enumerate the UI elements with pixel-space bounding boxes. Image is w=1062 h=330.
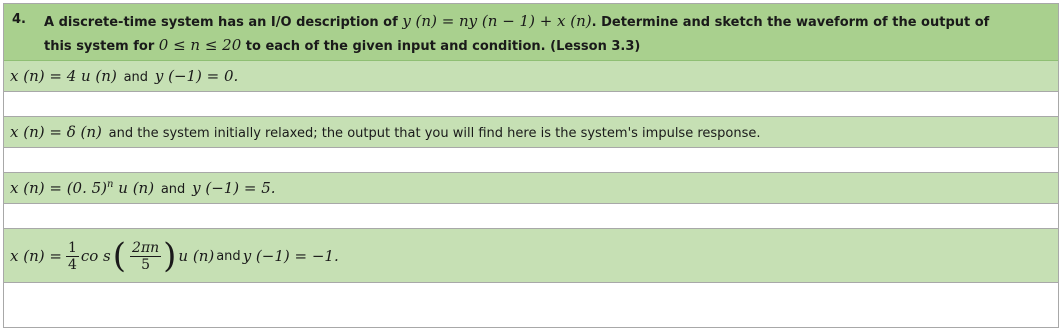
statement-suffix: . Determine and sketch the waveform of the output of: [591, 15, 990, 30]
connector-text: and: [216, 248, 241, 264]
range-prefix: this system for: [44, 39, 159, 54]
problem-statement-line1: [44, 12, 989, 30]
initial-condition: y (−1) = 5.: [192, 179, 276, 197]
input-signal: x (n) = (0. 5): [10, 179, 108, 197]
condition-row-2: [4, 117, 1058, 148]
range-suffix: to each of the given input and condition. (Lesson 3.3): [241, 39, 641, 54]
condition-row-3: [4, 173, 1058, 204]
condition-row-4: [4, 229, 1058, 283]
right-paren: ): [163, 236, 177, 276]
left-paren: (: [112, 236, 127, 276]
problem-table: [3, 3, 1059, 328]
argument-fraction: [130, 240, 161, 273]
connector-text: and: [123, 70, 149, 85]
input-signal: x (n) = 4 u (n): [10, 67, 117, 85]
answer-row-2[interactable]: [4, 148, 1058, 173]
scale-fraction: [66, 240, 79, 273]
input-tail: u (n): [178, 247, 215, 265]
answer-row-1[interactable]: [4, 92, 1058, 117]
initial-condition: y (−1) = −1.: [242, 247, 339, 265]
statement-prefix: A discrete-time system has an I/O description of: [44, 15, 403, 30]
connector-text: and: [160, 182, 186, 197]
input-exponent: n: [107, 179, 114, 190]
initial-condition: y (−1) = 0.: [154, 67, 239, 85]
condition-text: and the system initially relaxed; the output that you will find here is the system's impulse response.: [108, 126, 761, 141]
fraction-denominator: 4: [67, 256, 77, 273]
input-lhs: x (n) =: [10, 247, 62, 265]
problem-number: 4.: [12, 12, 26, 27]
system-equation: y (n) = ny (n − 1) + x (n): [402, 12, 592, 30]
cosine-function: co s: [80, 247, 111, 265]
fraction-numerator: 1: [67, 239, 77, 256]
argument-denominator: 5: [141, 256, 151, 273]
answer-row-3[interactable]: [4, 204, 1058, 229]
answer-row-4[interactable]: [4, 283, 1058, 306]
problem-statement-line2: [44, 36, 640, 54]
argument-numerator: 2πn: [132, 239, 160, 256]
input-tail: u (n): [118, 179, 155, 197]
condition-row-1: [4, 61, 1058, 92]
range-math: 0 ≤ n ≤ 20: [158, 36, 242, 54]
problem-header: [4, 4, 1058, 61]
input-signal: x (n) = δ (n): [10, 123, 102, 141]
